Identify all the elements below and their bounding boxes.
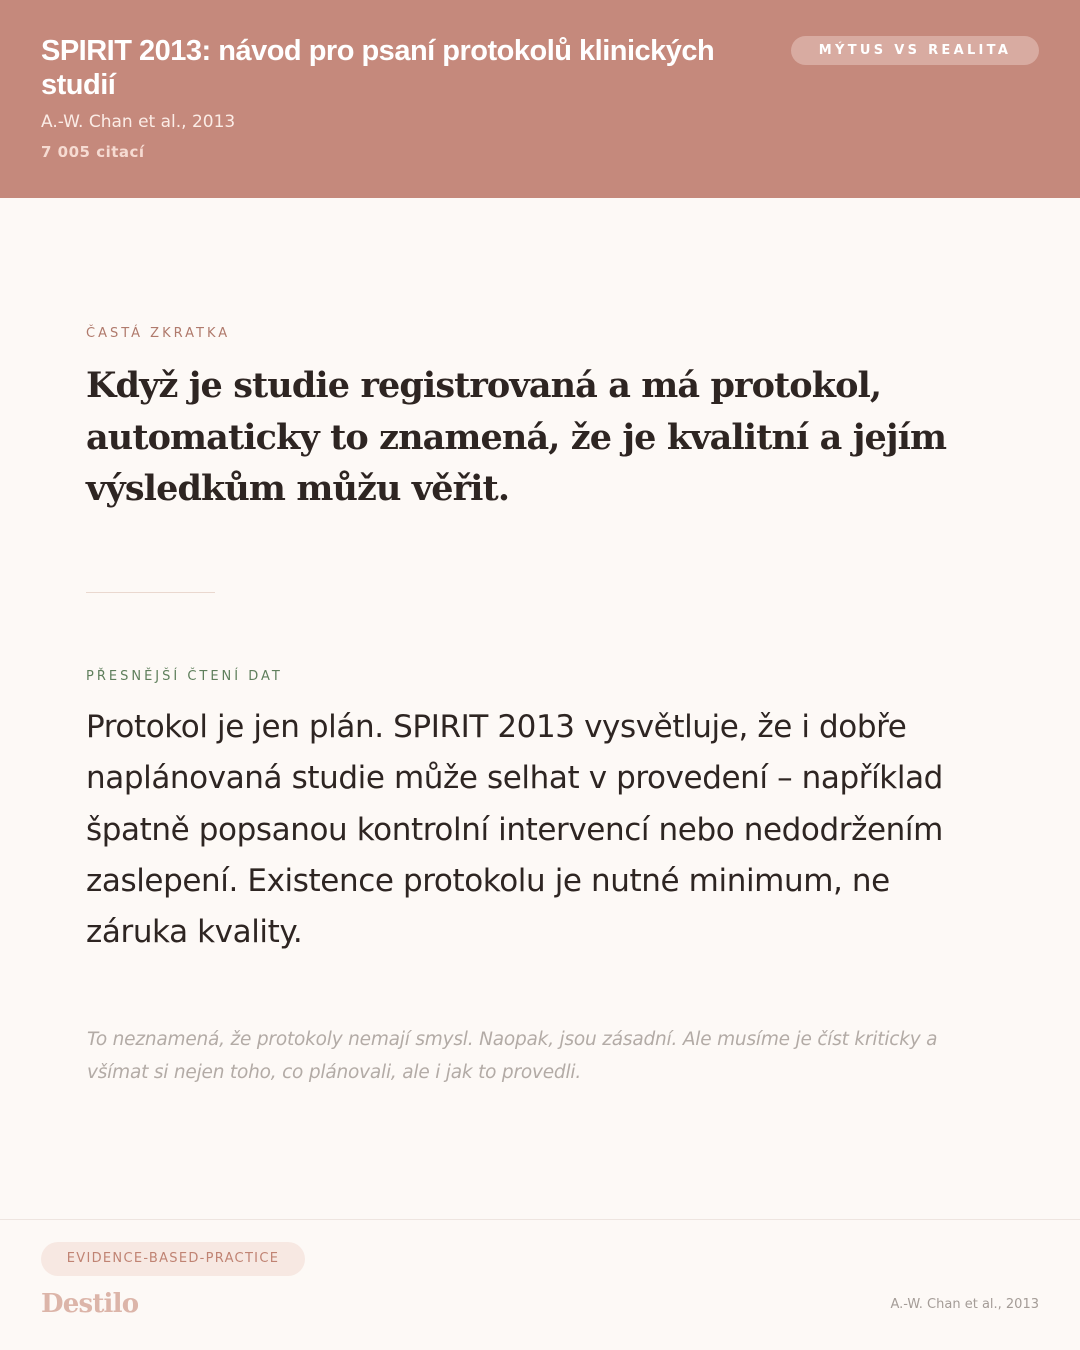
note-text: To neznamená, že protokoly nemají smysl. Naopak, jsou zásadní. Ale musíme je číst kriticky a všímat si nejen toho, co plánovali, ale i jak to provedli. — [87, 1029, 938, 1083]
paper-author: A.-W. Chan et al., 2013 — [41, 112, 236, 132]
page-title: SPIRIT 2013: návod pro psaní protokolů klinických studií — [41, 35, 715, 101]
section-divider — [86, 592, 215, 593]
myth-label: ČASTÁ ZKRATKA — [86, 326, 231, 341]
myth-statement: Když je studie registrovaná a má protokol, automaticky to znamená, že je kvalitní a jejím výsledkům můžu věřit. — [86, 365, 947, 509]
reality-label: PŘESNĚJŠÍ ČTENÍ DAT — [86, 669, 283, 684]
footer-divider — [0, 1219, 1080, 1220]
reality-statement: Protokol je jen plán. SPIRIT 2013 vysvětluje, že i dobře naplánovaná studie může selhat v provedení – například špatně popsanou kontrolní intervencí nebo nedodržením zaslepení. Existence protokolu je nutné minimum, ne záruka kvality. — [86, 709, 943, 951]
citation-count: 7 005 citací — [41, 143, 145, 161]
header-banner — [0, 0, 1080, 198]
brand-logo: Destilo — [41, 1289, 139, 1319]
footer-credit: A.-W. Chan et al., 2013 — [890, 1297, 1039, 1312]
myth-vs-reality-badge: MÝTUS VS REALITA — [791, 36, 1039, 65]
tag-pill[interactable]: EVIDENCE-BASED-PRACTICE — [41, 1242, 305, 1276]
